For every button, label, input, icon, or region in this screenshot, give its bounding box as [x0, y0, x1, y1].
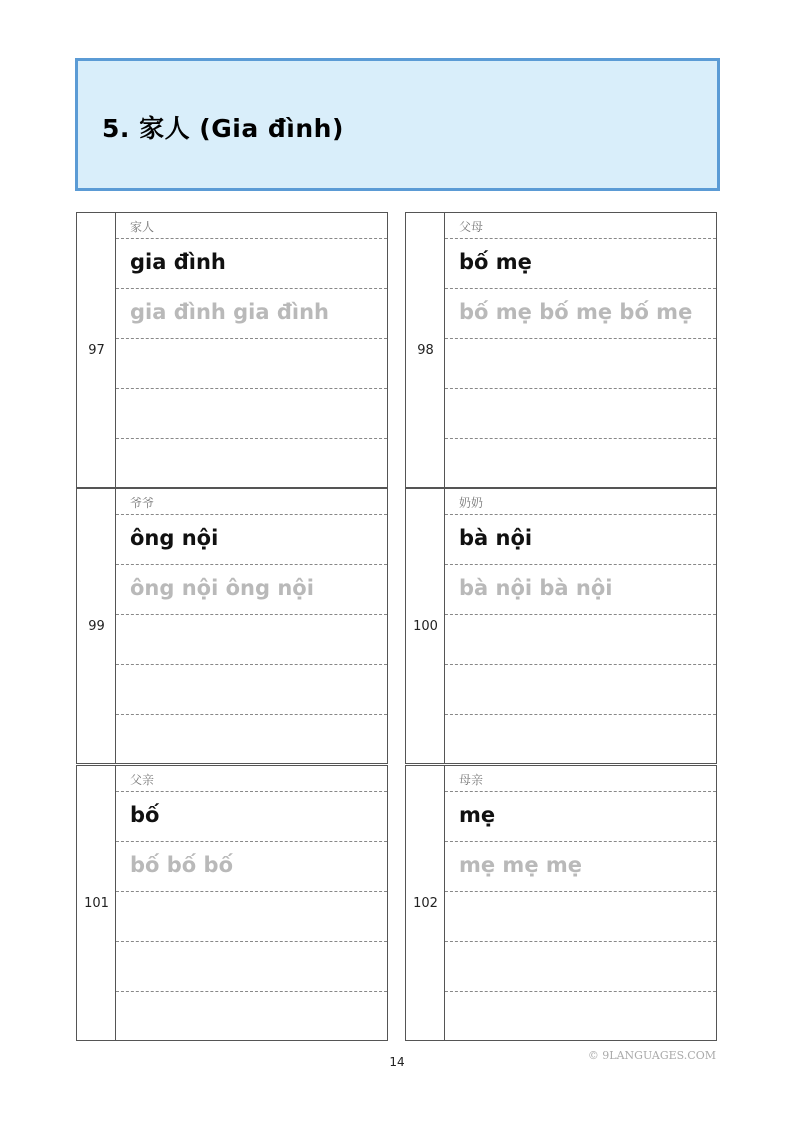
trace-row — [445, 288, 716, 339]
chinese-hint: 爷爷 — [130, 496, 155, 510]
practice-row — [116, 438, 387, 488]
writing-rows — [116, 489, 388, 763]
vocab-word: mẹ — [459, 803, 496, 827]
practice-row — [445, 438, 716, 488]
practice-row — [116, 614, 387, 665]
vocab-word: bà nội — [459, 526, 533, 550]
card-number-column — [406, 213, 445, 487]
practice-row — [445, 664, 716, 715]
word-row — [445, 238, 716, 289]
trace-row — [116, 288, 387, 339]
word-row — [116, 238, 387, 289]
vocab-card — [76, 488, 388, 764]
vocab-word: bố mẹ — [459, 250, 532, 274]
vocab-card — [405, 765, 717, 1041]
hint-row — [445, 766, 716, 792]
page-title: 5. 家人 (Gia đình) — [102, 114, 344, 143]
copyright-notice: © 9LANGUAGES.COM — [587, 1049, 716, 1062]
practice-row — [445, 714, 716, 764]
trace-text: mẹ mẹ mẹ — [459, 853, 582, 877]
card-number: 97 — [88, 343, 105, 358]
chinese-hint: 母亲 — [459, 773, 484, 787]
practice-row — [445, 941, 716, 992]
hint-row — [445, 489, 716, 515]
practice-row — [445, 338, 716, 389]
word-row — [445, 514, 716, 565]
trace-text: bố mẹ bố mẹ bố mẹ — [459, 300, 693, 324]
practice-row — [116, 991, 387, 1041]
practice-row — [116, 941, 387, 992]
card-number: 102 — [413, 896, 438, 911]
practice-row — [445, 614, 716, 665]
trace-row — [445, 841, 716, 892]
card-number: 99 — [88, 619, 105, 634]
hint-row — [116, 489, 387, 515]
trace-text: bà nội bà nội — [459, 576, 613, 600]
card-number: 100 — [413, 619, 438, 634]
vocab-card — [405, 212, 717, 488]
writing-rows — [445, 766, 717, 1040]
vocab-card — [405, 488, 717, 764]
writing-rows — [116, 213, 388, 487]
trace-row — [116, 841, 387, 892]
vocab-word: gia đình — [130, 250, 226, 274]
card-number: 98 — [417, 343, 434, 358]
chinese-hint: 家人 — [130, 220, 155, 234]
practice-row — [116, 664, 387, 715]
chinese-hint: 父亲 — [130, 773, 155, 787]
card-number-column — [77, 213, 116, 487]
trace-row — [445, 564, 716, 615]
hint-row — [445, 213, 716, 239]
vocab-word: bố — [130, 803, 160, 827]
card-number-column — [77, 489, 116, 763]
practice-row — [445, 388, 716, 439]
chinese-hint: 父母 — [459, 220, 484, 234]
chinese-hint: 奶奶 — [459, 496, 484, 510]
card-number-column — [77, 766, 116, 1040]
word-row — [116, 791, 387, 842]
practice-row — [445, 991, 716, 1041]
word-row — [445, 791, 716, 842]
chapter-header — [75, 58, 720, 191]
writing-rows — [445, 213, 717, 487]
card-number-column — [406, 766, 445, 1040]
word-row — [116, 514, 387, 565]
writing-rows — [445, 489, 717, 763]
practice-row — [116, 388, 387, 439]
vocab-word: ông nội — [130, 526, 219, 550]
page-number: 14 — [389, 1055, 405, 1069]
trace-row — [116, 564, 387, 615]
trace-text: bố bố bố — [130, 853, 234, 877]
vocab-card — [76, 765, 388, 1041]
card-number: 101 — [84, 896, 109, 911]
trace-text: gia đình gia đình — [130, 300, 329, 324]
hint-row — [116, 766, 387, 792]
practice-row — [116, 338, 387, 389]
practice-row — [445, 891, 716, 942]
writing-rows — [116, 766, 388, 1040]
practice-row — [116, 714, 387, 764]
trace-text: ông nội ông nội — [130, 576, 314, 600]
hint-row — [116, 213, 387, 239]
practice-row — [116, 891, 387, 942]
card-number-column — [406, 489, 445, 763]
vocab-card — [76, 212, 388, 488]
